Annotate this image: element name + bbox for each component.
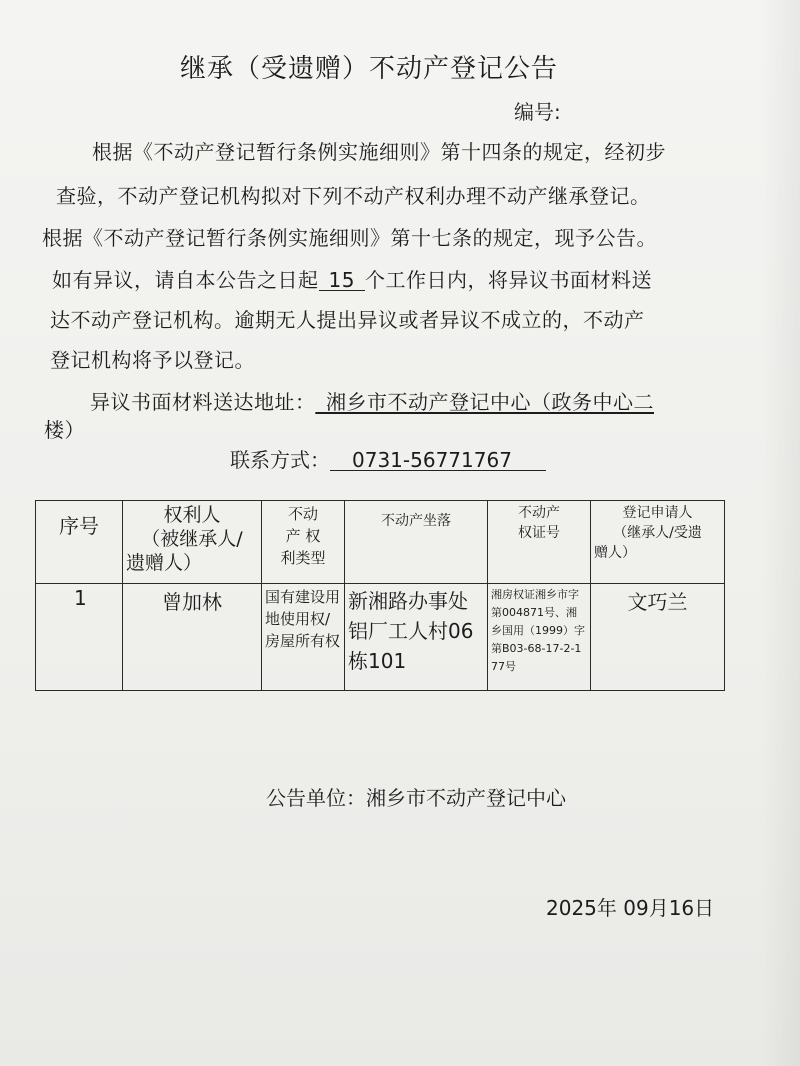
address-value: _湘乡市不动产登记中心（政务中心二 (315, 390, 654, 414)
address-line (90, 386, 654, 415)
contact-phone: 0731-56771767 (330, 450, 546, 471)
objection-line-2: 达不动产登记机构。逾期无人提出异议或者异议不成立的，不动产 (50, 308, 645, 332)
registration-table (35, 500, 725, 691)
header-holder: 权利人 （被继承人/ 遗赠人） (123, 501, 262, 584)
paragraph-line-1: 根据《不动产登记暂行条例实施细则》第十四条的规定，经初步 (92, 140, 666, 164)
table-row (36, 584, 725, 691)
cell-holder: 曾加林 (123, 584, 262, 691)
header-location: 不动产坐落 (345, 501, 488, 584)
cell-seq: 1 (36, 584, 123, 691)
issuing-unit: 公告单位：湘乡市不动产登记中心 (266, 786, 566, 810)
objection-suffix: 个工作日内，将异议书面材料送 (364, 268, 652, 292)
address-label: 异议书面材料送达地址： (90, 390, 316, 414)
cell-type: 国有建设用地使用权/房屋所有权 (262, 584, 345, 691)
table-header-row (36, 501, 725, 584)
objection-days: 15 (319, 270, 365, 291)
cell-location: 新湘路办事处铝厂工人村06栋101 (345, 584, 488, 691)
paragraph-line-2: 查验，不动产登记机构拟对下列不动产权利办理不动产继承登记。 (56, 184, 651, 208)
contact-label: 联系方式： (230, 448, 330, 472)
objection-line-3: 登记机构将予以登记。 (50, 348, 255, 372)
objection-line (52, 264, 652, 293)
header-seq: 序号 (36, 501, 123, 584)
contact-line (230, 444, 546, 473)
cell-cert: 湘房权证湘乡市字第004871号、湘乡国用（1999）字第B03-68-17-2-177号 (488, 584, 591, 691)
header-cert: 不动产 权证号 (488, 501, 591, 584)
notice-title: 继承（受遗赠）不动产登记公告 (180, 54, 559, 84)
objection-prefix: 如有异议，请自本公告之日起 (52, 268, 319, 292)
cell-applicant: 文巧兰 (591, 584, 725, 691)
header-type: 不动 产 权 利类型 (262, 501, 345, 584)
header-applicant: 登记申请人 （继承人/受遗 赠人） (591, 501, 725, 584)
address-cont: 楼） (44, 418, 85, 442)
notice-date: 2025年 09月16日 (546, 896, 715, 920)
doc-number-label: 编号: (514, 100, 561, 124)
paragraph-line-3: 根据《不动产登记暂行条例实施细则》第十七条的规定，现予公告。 (42, 226, 657, 250)
